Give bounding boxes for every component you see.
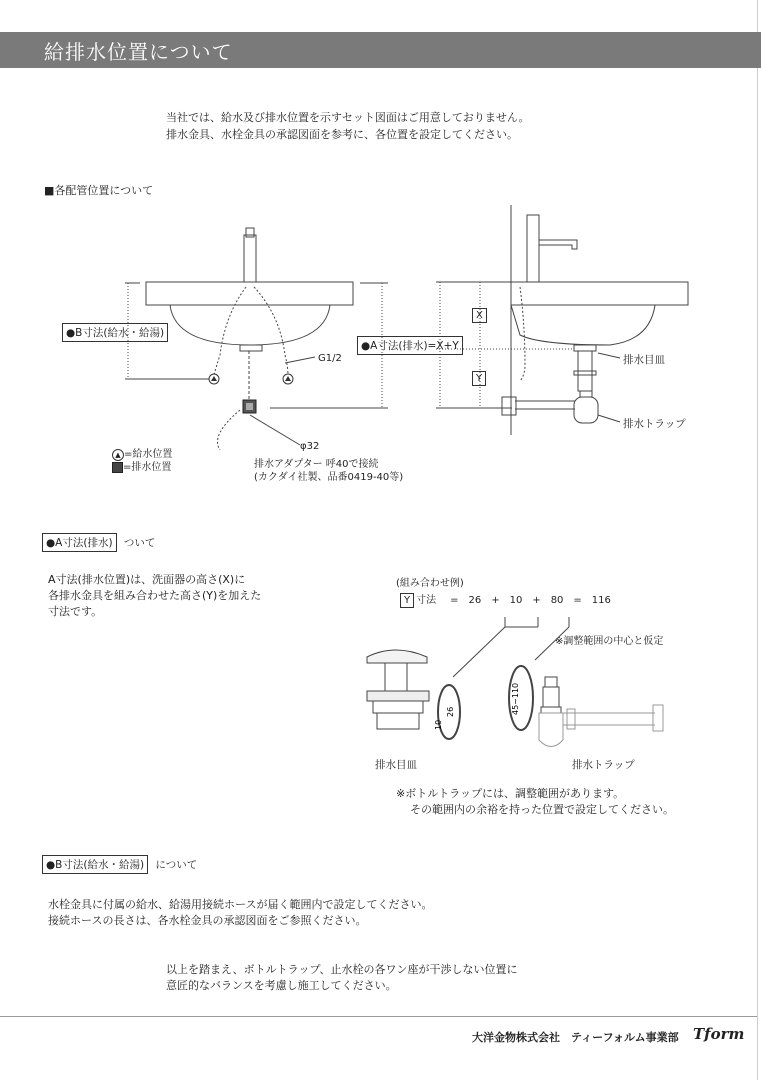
section2-desc-3: 寸法です。 [48, 605, 103, 618]
adapter-line-1: 排水アダプター 呼40で接続 [254, 459, 379, 470]
brand-logo: Tform [693, 1025, 745, 1043]
closing-line-2: 意匠的なバランスを考慮し施工してください。 [166, 979, 397, 992]
note-trap-2: その範囲内の余裕を持った位置で設定してください。 [410, 803, 674, 816]
label-x-box: X [472, 308, 487, 323]
note-center: ※調整範囲の中心と仮定 [555, 636, 664, 647]
section3-desc-1: 水栓金具に付属の給水、給湯用接続ホースが届く範囲内で設定してください。 [48, 898, 433, 911]
example-equation: Y 寸法 = 26 + 10 + 80 = 116 [400, 591, 611, 608]
supply-position-marks [209, 374, 293, 384]
legend-supply: ▲ =給水位置 [112, 445, 172, 461]
section2-heading: ●A寸法(排水) ついて [42, 533, 155, 552]
label-drain-plate: 排水目皿 [623, 354, 665, 366]
label-g12: G1/2 [318, 353, 342, 364]
supply-icon: ▲ [112, 449, 124, 461]
section2-desc-2: 各排水金具を組み合わせた高さ(Y)を加えた [48, 589, 262, 602]
dim-range: 45~110 [511, 682, 520, 715]
label-y-box: Y [472, 371, 486, 386]
label-a-dimension: ●A寸法(排水)=X+Y [357, 336, 463, 355]
footer-company: 大洋金物株式会社 ティーフォルム事業部 [472, 1031, 679, 1044]
note-trap-1: ※ボトルトラップには、調整範囲があります。 [396, 787, 625, 800]
drain-icon [112, 462, 123, 473]
section3-heading: ●B寸法(給水・給湯) について [42, 855, 197, 874]
intro-line-1: 当社では、給水及び排水位置を示すセット図面はご用意しておりません。 [166, 111, 530, 124]
intro-line-2: 排水金具、水栓金具の承認図面を参考に、各位置を設定してください。 [166, 128, 518, 141]
section2-desc-1: A寸法(排水位置)は、洗面器の高さ(X)に [48, 573, 246, 586]
label-b-dimension: ●B寸法(給水・給湯) [62, 323, 168, 342]
label-drain-trap: 排水トラップ [623, 418, 686, 430]
caption-drain-plate: 排水目皿 [375, 759, 417, 771]
closing-line-1: 以上を踏まえ、ボトルトラップ、止水栓の各ワン座が干渉しない位置に [166, 963, 518, 976]
dim-10: 10 [434, 719, 443, 730]
footer-divider [0, 1016, 757, 1017]
adapter-line-2: (カクダイ社製、品番0419-40等) [254, 472, 404, 483]
page-border [757, 0, 758, 1080]
legend-drain: =排水位置 [112, 458, 171, 473]
dim-26: 26 [446, 706, 455, 717]
example-label: (組み合わせ例) [396, 578, 464, 589]
page-title: 給排水位置について [44, 40, 233, 64]
caption-drain-trap: 排水トラップ [572, 759, 635, 771]
label-phi32: φ32 [300, 441, 320, 452]
section3-desc-2: 接続ホースの長さは、各水栓金具の承認図面をご参照ください。 [48, 914, 367, 927]
combination-diagram [355, 605, 695, 755]
section1-heading: ■各配管位置について [44, 184, 154, 197]
